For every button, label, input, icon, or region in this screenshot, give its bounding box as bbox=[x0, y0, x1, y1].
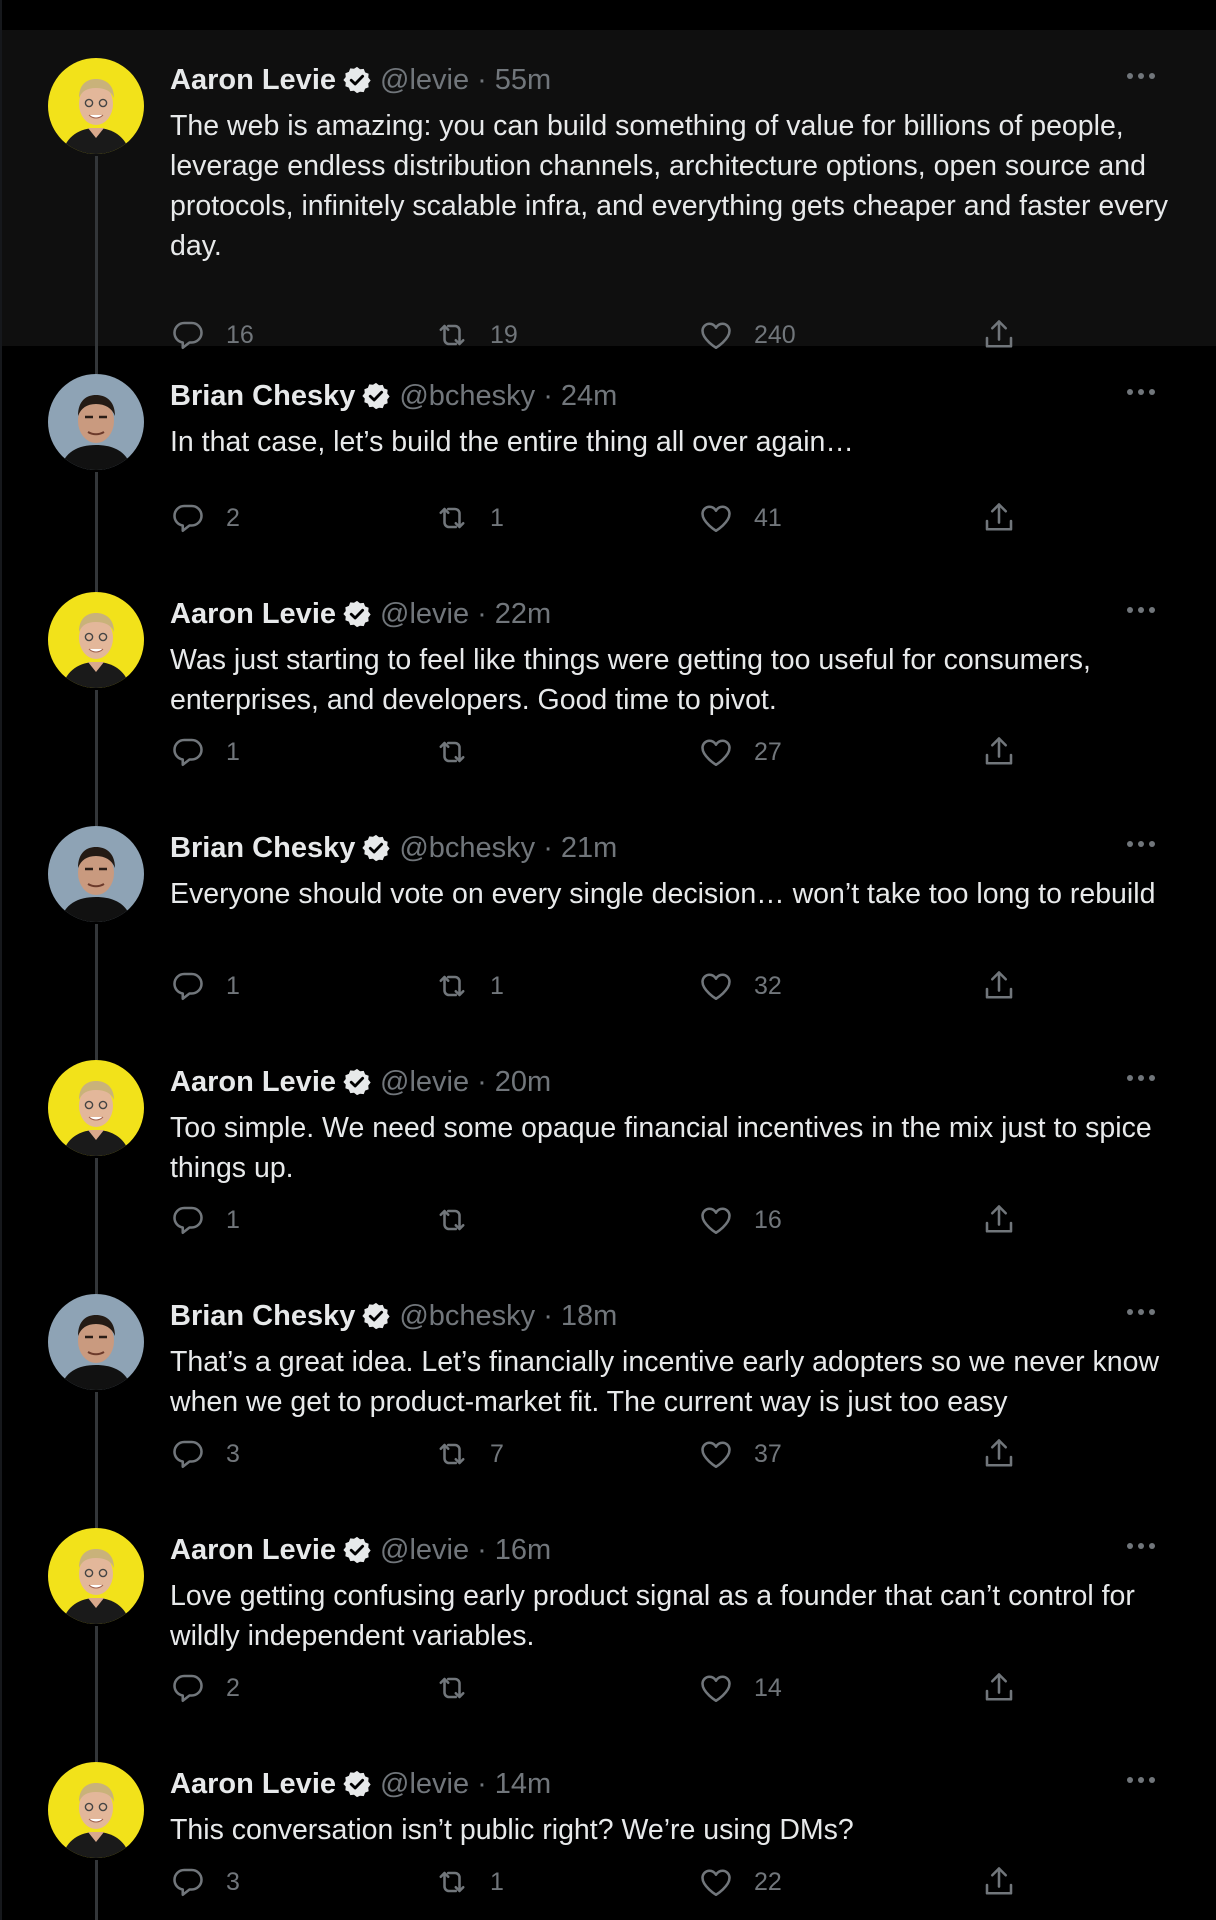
share-icon bbox=[981, 500, 1017, 536]
reply-icon bbox=[170, 1202, 206, 1238]
retweet-icon bbox=[434, 734, 470, 770]
tweet-timestamp[interactable]: 55m bbox=[494, 64, 552, 96]
like-button[interactable] bbox=[698, 1862, 782, 1902]
tweet-timestamp[interactable]: 20m bbox=[494, 1066, 552, 1098]
author-handle[interactable]: @bchesky bbox=[399, 832, 536, 864]
tweet[interactable] bbox=[2, 564, 1216, 798]
avatar-brian-chesky[interactable] bbox=[48, 1294, 144, 1390]
heart-icon bbox=[698, 500, 734, 536]
tweet-header bbox=[170, 60, 1176, 100]
retweet-button[interactable] bbox=[434, 732, 490, 772]
author-name[interactable]: Brian Chesky bbox=[170, 1300, 356, 1332]
retweet-icon bbox=[434, 1864, 470, 1900]
tweet-text: In that case, let’s build the entire thing all over again… bbox=[170, 426, 854, 458]
more-options-icon[interactable] bbox=[1124, 834, 1158, 854]
tweet-actions bbox=[170, 1668, 1176, 1708]
thread-connector-line bbox=[95, 156, 98, 374]
share-icon bbox=[981, 1436, 1017, 1472]
reply-count: 2 bbox=[226, 1673, 240, 1702]
separator-dot: · bbox=[543, 1300, 553, 1332]
separator-dot: · bbox=[477, 1534, 487, 1566]
more-options-icon[interactable] bbox=[1124, 1770, 1158, 1790]
heart-icon bbox=[698, 968, 734, 1004]
heart-icon bbox=[698, 1202, 734, 1238]
reply-icon bbox=[170, 500, 206, 536]
like-button[interactable] bbox=[698, 498, 782, 538]
like-count: 22 bbox=[754, 1867, 782, 1896]
retweet-button[interactable] bbox=[434, 1862, 504, 1902]
retweet-icon bbox=[434, 1670, 470, 1706]
tweet-actions bbox=[170, 1434, 1176, 1474]
reply-icon bbox=[170, 1864, 206, 1900]
tweet[interactable] bbox=[2, 346, 1216, 564]
author-handle[interactable]: @levie bbox=[380, 1534, 470, 1566]
reply-button[interactable] bbox=[170, 498, 240, 538]
heart-icon bbox=[698, 1670, 734, 1706]
share-icon bbox=[981, 734, 1017, 770]
verified-badge-icon bbox=[342, 1535, 372, 1565]
reply-count: 2 bbox=[226, 503, 240, 532]
tweet-actions bbox=[170, 966, 1176, 1006]
author-name[interactable]: Aaron Levie bbox=[170, 1768, 336, 1800]
reply-button[interactable] bbox=[170, 732, 240, 772]
retweet-icon bbox=[434, 1202, 470, 1238]
share-button[interactable] bbox=[981, 1200, 1017, 1240]
reply-count: 1 bbox=[226, 971, 240, 1000]
author-handle[interactable]: @levie bbox=[380, 64, 470, 96]
avatar-brian-chesky[interactable] bbox=[48, 374, 144, 470]
retweet-icon bbox=[434, 968, 470, 1004]
separator-dot: · bbox=[477, 64, 487, 96]
more-options-icon[interactable] bbox=[1124, 600, 1158, 620]
separator-dot: · bbox=[543, 380, 553, 412]
reply-button[interactable] bbox=[170, 966, 240, 1006]
reply-count: 1 bbox=[226, 1205, 240, 1234]
tweet-text: Love getting confusing early product signal as a founder that can’t control for wildly independent variables. bbox=[170, 1580, 1135, 1652]
share-button[interactable] bbox=[981, 498, 1017, 538]
reply-icon bbox=[170, 1436, 206, 1472]
heart-icon bbox=[698, 1436, 734, 1472]
retweet-count: 1 bbox=[490, 503, 504, 532]
more-options-icon[interactable] bbox=[1124, 1302, 1158, 1322]
verified-badge-icon bbox=[361, 833, 391, 863]
reply-button[interactable] bbox=[170, 1200, 240, 1240]
author-handle[interactable]: @bchesky bbox=[399, 380, 536, 412]
tweet[interactable] bbox=[2, 1734, 1216, 1920]
reply-count: 1 bbox=[226, 737, 240, 766]
tweet[interactable] bbox=[2, 1032, 1216, 1266]
retweet-button[interactable] bbox=[434, 1434, 504, 1474]
like-button[interactable] bbox=[698, 1434, 782, 1474]
more-options-icon[interactable] bbox=[1124, 382, 1158, 402]
more-options-icon[interactable] bbox=[1124, 1536, 1158, 1556]
tweet-actions bbox=[170, 1200, 1176, 1240]
verified-badge-icon bbox=[342, 1067, 372, 1097]
retweet-count: 19 bbox=[490, 320, 518, 349]
tweet-actions bbox=[170, 498, 1176, 538]
tweet[interactable] bbox=[2, 798, 1216, 1032]
author-handle[interactable]: @levie bbox=[380, 1768, 470, 1800]
tweet-timestamp[interactable]: 21m bbox=[560, 832, 618, 864]
tweet-header bbox=[170, 594, 1176, 634]
tweet-header bbox=[170, 1530, 1176, 1570]
author-name[interactable]: Aaron Levie bbox=[170, 1066, 336, 1098]
like-count: 37 bbox=[754, 1439, 782, 1468]
reply-icon bbox=[170, 968, 206, 1004]
share-button[interactable] bbox=[981, 1434, 1017, 1474]
share-button[interactable] bbox=[981, 732, 1017, 772]
share-button[interactable] bbox=[981, 966, 1017, 1006]
tweet-timestamp[interactable]: 24m bbox=[560, 380, 618, 412]
reply-button[interactable] bbox=[170, 1434, 240, 1474]
thread-connector-line bbox=[95, 1860, 98, 1920]
tweet-header bbox=[170, 1062, 1176, 1102]
tweet-text: The web is amazing: you can build something of value for billions of people, leverage endless distribution channels, architecture options, open source and protocols, infinitely scalable infra, and everything gets cheaper and faster every day. bbox=[170, 110, 1169, 262]
tweet[interactable] bbox=[2, 1500, 1216, 1734]
tweet-timestamp[interactable]: 14m bbox=[494, 1768, 552, 1800]
retweet-count: 1 bbox=[490, 1867, 504, 1896]
share-button[interactable] bbox=[981, 1668, 1017, 1708]
like-button[interactable] bbox=[698, 732, 782, 772]
reply-button[interactable] bbox=[170, 1862, 240, 1902]
tweet-timestamp[interactable]: 18m bbox=[560, 1300, 618, 1332]
share-icon bbox=[981, 968, 1017, 1004]
tweet-header bbox=[170, 376, 1176, 416]
author-handle[interactable]: @bchesky bbox=[399, 1300, 536, 1332]
tweet-header bbox=[170, 828, 1176, 868]
separator-dot: · bbox=[477, 1066, 487, 1098]
reply-count: 16 bbox=[226, 320, 254, 349]
verified-badge-icon bbox=[342, 599, 372, 629]
retweet-icon bbox=[434, 500, 470, 536]
share-icon bbox=[981, 1864, 1017, 1900]
tweet-text: This conversation isn’t public right? We’re using DMs? bbox=[170, 1814, 854, 1846]
tweet[interactable] bbox=[2, 1266, 1216, 1500]
tweet-actions bbox=[170, 1862, 1176, 1902]
author-name[interactable]: Brian Chesky bbox=[170, 832, 356, 864]
avatar-aaron-levie[interactable] bbox=[48, 1762, 144, 1858]
author-name[interactable]: Brian Chesky bbox=[170, 380, 356, 412]
verified-badge-icon bbox=[342, 65, 372, 95]
retweet-button[interactable] bbox=[434, 966, 504, 1006]
author-name[interactable]: Aaron Levie bbox=[170, 64, 336, 96]
heart-icon bbox=[698, 1864, 734, 1900]
retweet-button[interactable] bbox=[434, 1200, 490, 1240]
reply-count: 3 bbox=[226, 1439, 240, 1468]
tweet-header bbox=[170, 1764, 1176, 1804]
reply-count: 3 bbox=[226, 1867, 240, 1896]
author-handle[interactable]: @levie bbox=[380, 598, 470, 630]
separator-dot: · bbox=[543, 832, 553, 864]
like-button[interactable] bbox=[698, 1668, 782, 1708]
avatar-aaron-levie[interactable] bbox=[48, 1528, 144, 1624]
like-count: 27 bbox=[754, 737, 782, 766]
retweet-count: 1 bbox=[490, 971, 504, 1000]
tweet-text: Too simple. We need some opaque financial incentives in the mix just to spice things up. bbox=[170, 1112, 1152, 1184]
like-count: 16 bbox=[754, 1205, 782, 1234]
avatar-aaron-levie[interactable] bbox=[48, 58, 144, 154]
reply-button[interactable] bbox=[170, 1668, 240, 1708]
verified-badge-icon bbox=[361, 381, 391, 411]
verified-badge-icon bbox=[361, 1301, 391, 1331]
reply-icon bbox=[170, 1670, 206, 1706]
separator-dot: · bbox=[477, 598, 487, 630]
retweet-button[interactable] bbox=[434, 498, 504, 538]
like-count: 41 bbox=[754, 503, 782, 532]
heart-icon bbox=[698, 734, 734, 770]
separator-dot: · bbox=[477, 1768, 487, 1800]
like-count: 32 bbox=[754, 971, 782, 1000]
like-count: 14 bbox=[754, 1673, 782, 1702]
tweet-text: Everyone should vote on every single decision… won’t take too long to rebuild bbox=[170, 878, 1156, 910]
tweet[interactable] bbox=[2, 30, 1216, 349]
retweet-count: 7 bbox=[490, 1439, 504, 1468]
tweet-text: Was just starting to feel like things were getting too useful for consumers, enterprises, and developers. Good time to pivot. bbox=[170, 644, 1091, 716]
share-icon bbox=[981, 1670, 1017, 1706]
like-button[interactable] bbox=[698, 1200, 782, 1240]
verified-badge-icon bbox=[342, 1769, 372, 1799]
retweet-button[interactable] bbox=[434, 1668, 490, 1708]
author-handle[interactable]: @levie bbox=[380, 1066, 470, 1098]
reply-icon bbox=[170, 734, 206, 770]
share-icon bbox=[981, 1202, 1017, 1238]
like-count: 240 bbox=[754, 320, 796, 349]
like-button[interactable] bbox=[698, 966, 782, 1006]
avatar-brian-chesky[interactable] bbox=[48, 826, 144, 922]
tweet-timestamp[interactable]: 22m bbox=[494, 598, 552, 630]
author-name[interactable]: Aaron Levie bbox=[170, 1534, 336, 1566]
more-options-icon[interactable] bbox=[1124, 1068, 1158, 1088]
tweet-timestamp[interactable]: 16m bbox=[494, 1534, 552, 1566]
share-button[interactable] bbox=[981, 1862, 1017, 1902]
avatar-aaron-levie[interactable] bbox=[48, 1060, 144, 1156]
tweet-text: That’s a great idea. Let’s financially incentive early adopters so we never know when we get to product-market fit. The current way is just too easy bbox=[170, 1346, 1160, 1418]
more-options-icon[interactable] bbox=[1124, 66, 1158, 86]
tweet-header bbox=[170, 1296, 1176, 1336]
tweet-actions bbox=[170, 732, 1176, 772]
author-name[interactable]: Aaron Levie bbox=[170, 598, 336, 630]
retweet-icon bbox=[434, 1436, 470, 1472]
avatar-aaron-levie[interactable] bbox=[48, 592, 144, 688]
